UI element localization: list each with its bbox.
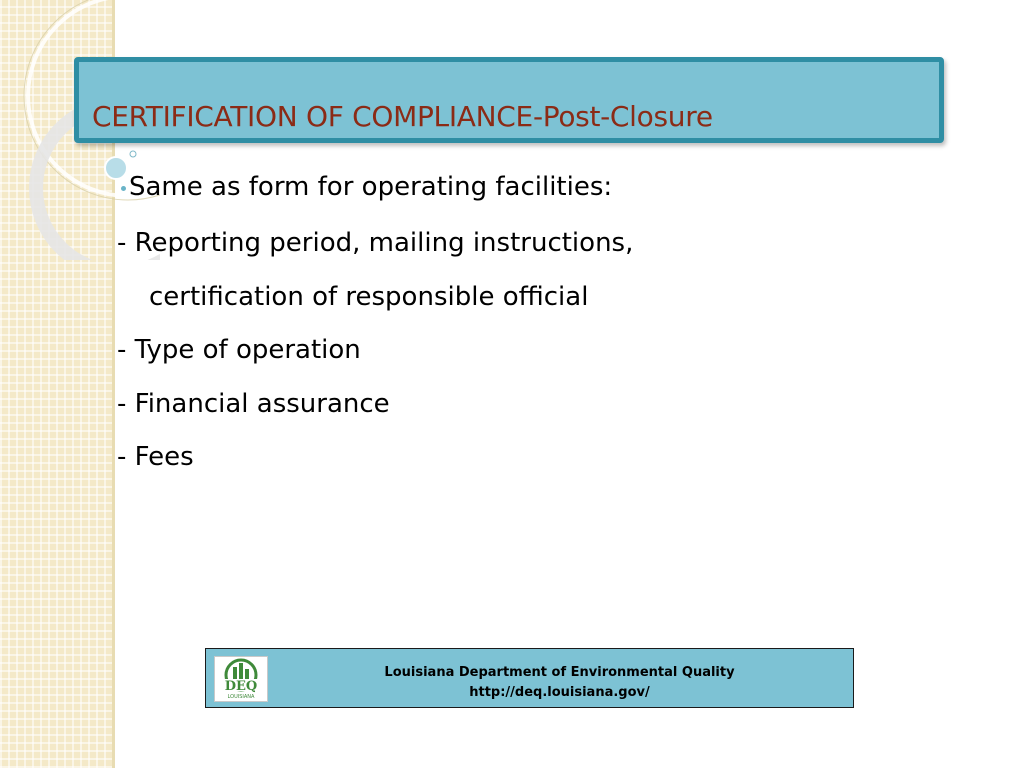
bullet-line-1	[129, 172, 612, 202]
list-item-certification: certification of responsible official	[149, 282, 589, 312]
bullet-text-1: Same as form for operating facilities:	[129, 172, 613, 202]
deq-logo	[214, 656, 268, 702]
list-item-financial-assurance: - Financial assurance	[117, 389, 390, 419]
slide-title: CERTIFICATION OF COMPLIANCE-Post-Closure	[92, 100, 713, 133]
list-item-type-of-operation: - Type of operation	[117, 335, 361, 365]
footer-banner	[205, 648, 854, 708]
list-item-fees: - Fees	[117, 442, 194, 472]
list-item-reporting: - Reporting period, mailing instructions,	[117, 228, 634, 258]
svg-text:LOUISIANA: LOUISIANA	[227, 694, 255, 700]
bullet-icon	[121, 186, 126, 191]
deq-logo-icon	[215, 657, 267, 701]
svg-text:DEQ: DEQ	[224, 679, 258, 694]
title-banner	[74, 57, 944, 143]
footer-organization: Louisiana Department of Environmental Quality	[384, 665, 735, 680]
footer-url[interactable]: http://deq.louisiana.gov/	[469, 685, 650, 700]
